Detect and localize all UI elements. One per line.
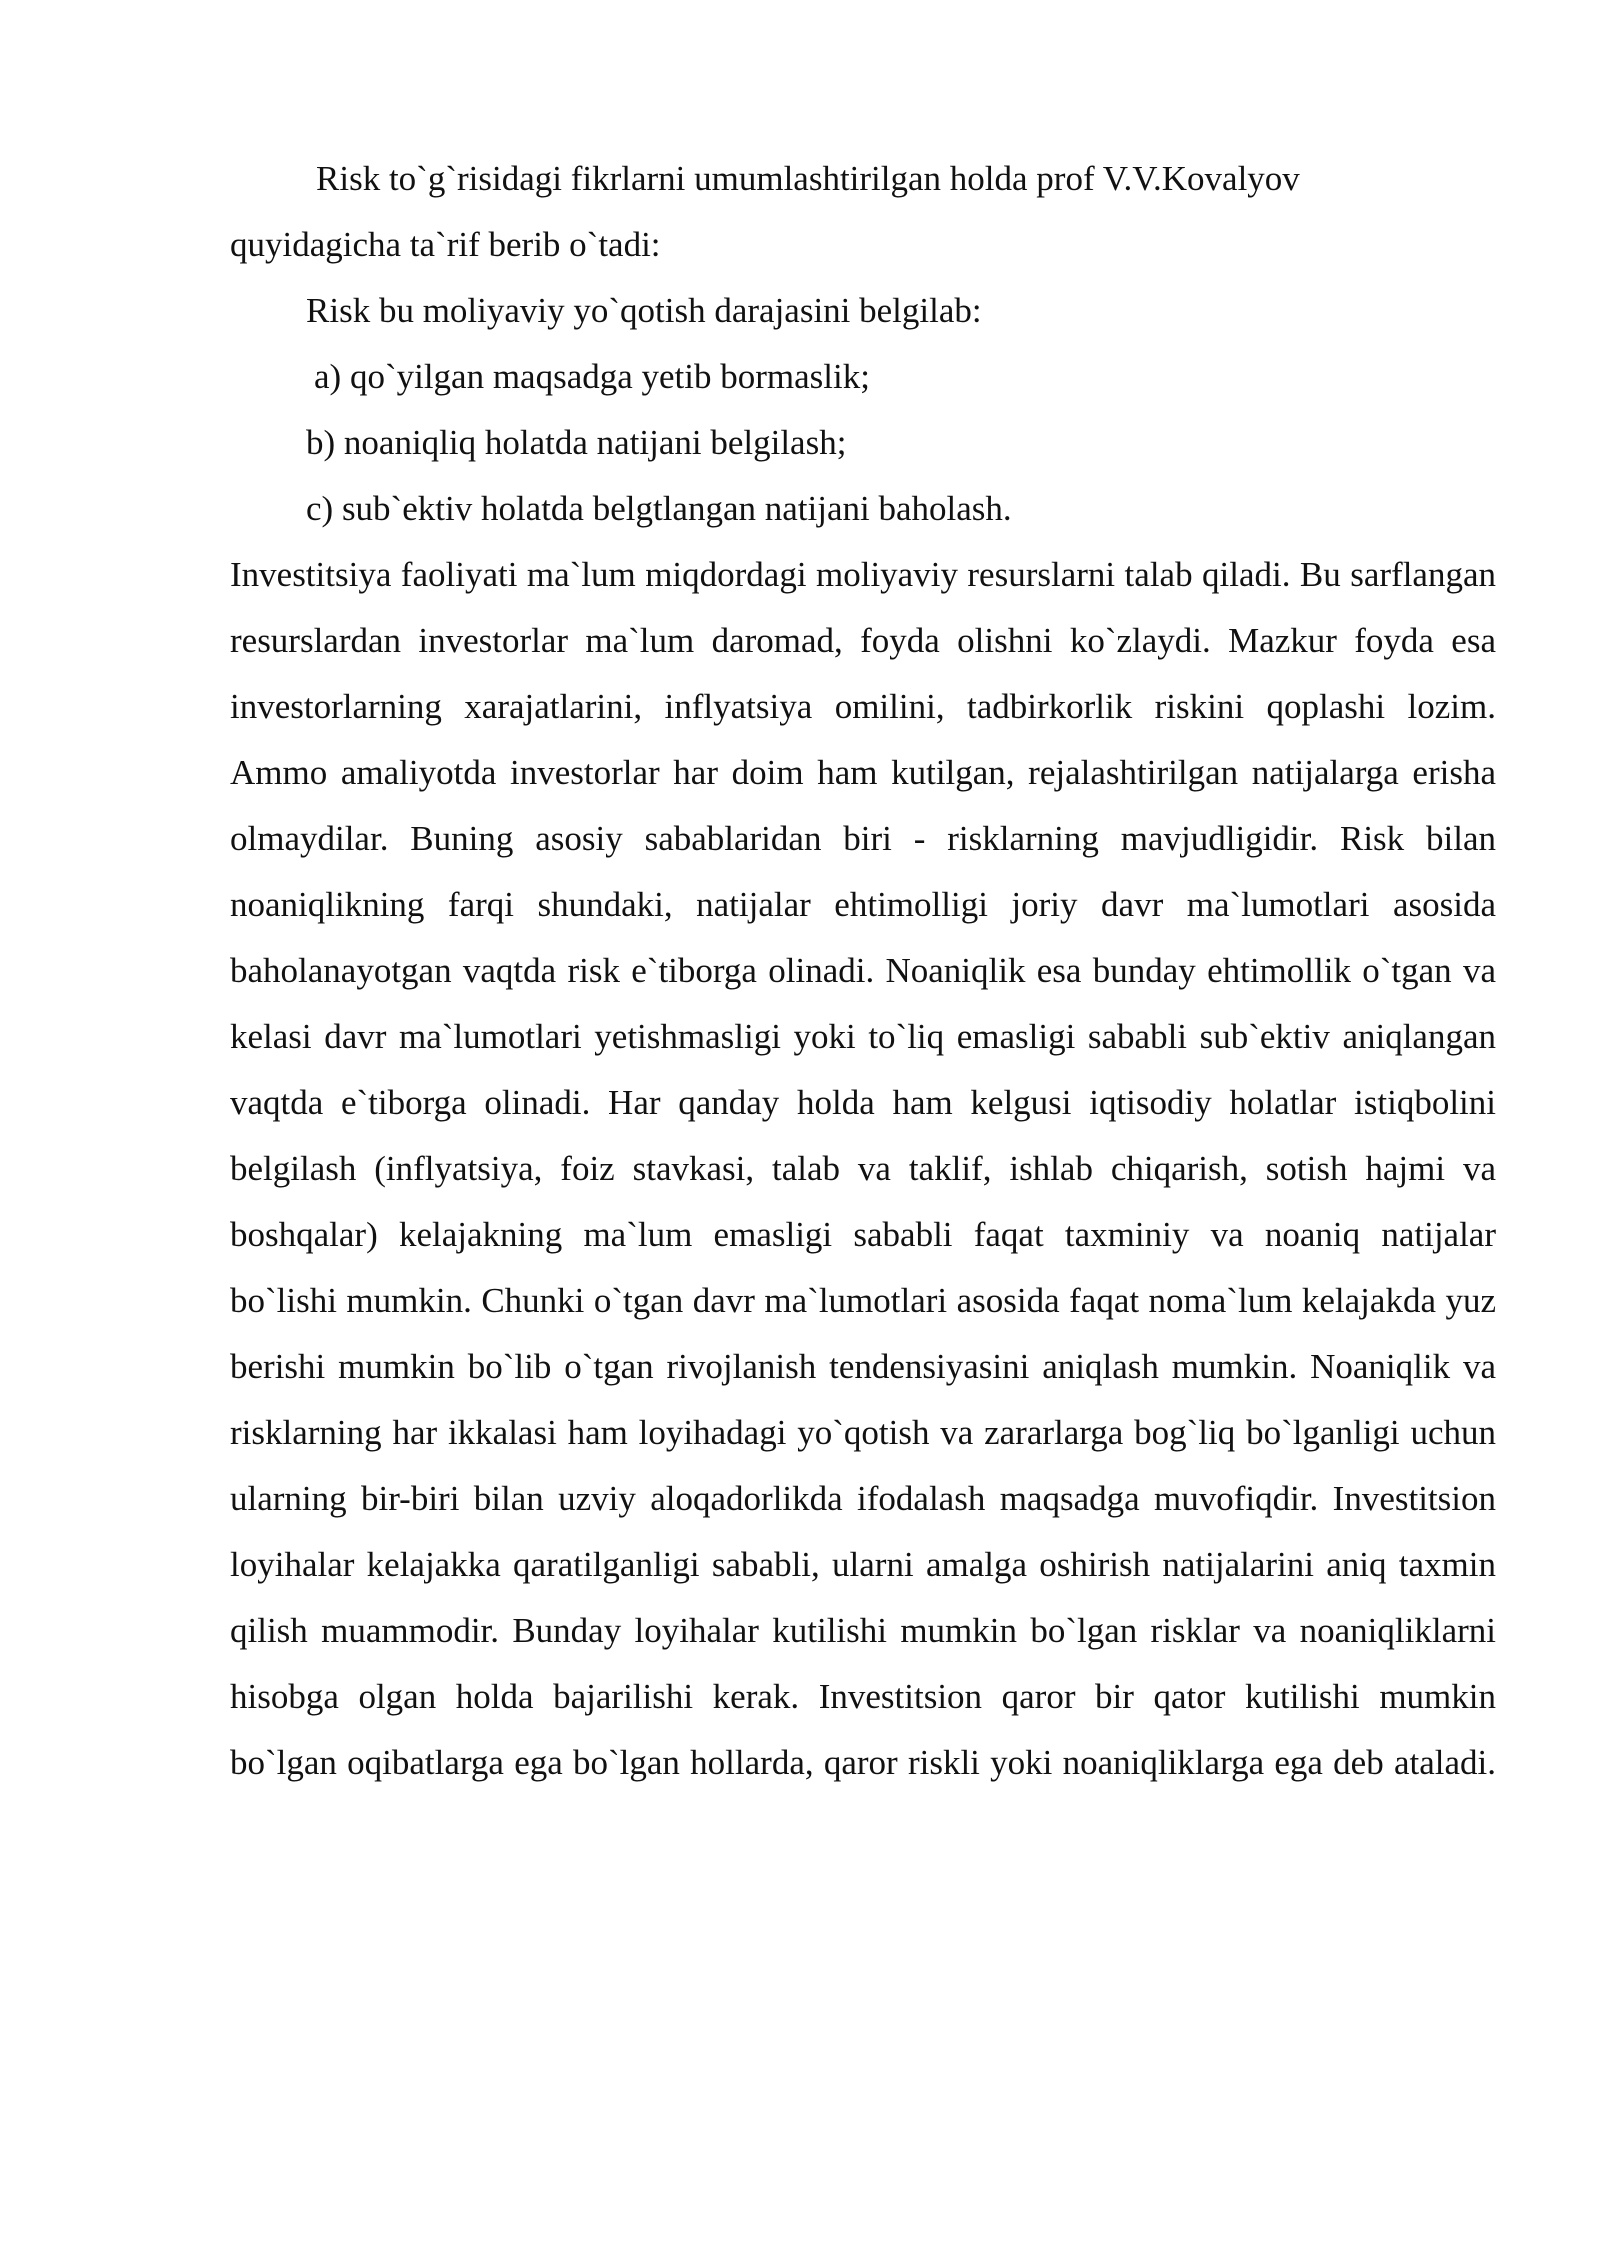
body-paragraph: Investitsiya faoliyati ma`lum miqdordagi moliyaviy resurslarni talab qiladi. Bu sarflangan resurslardan investorlar ma`lum daromad, foyda olishni ko`zlaydi. Mazkur foyda esa investorlarning xarajatlarini, inflyatsiya omilini, tadbirkorlik riskini qoplashi lozim. Ammo amaliyotda investorlar har doim ham kutilgan, rejalashtirilgan natijalarga erisha olmaydilar. Buning asosiy sabablaridan biri - risklarning mavjudligidir. Risk bilan noaniqlikning farqi shundaki, natijalar ehtimolligi joriy davr ma`lumotlari asosida baholanayotgan vaqtda risk e`tiborga olinadi. Noaniqlik esa bunday ehtimollik o`tgan va kelasi davr ma`lumotlari yetishmasligi yoki to`liq emasligi sababli sub`ektiv aniqlangan vaqtda e`tiborga olinadi. Har qanday holda ham kelgusi iqtisodiy holatlar istiqbolini belgilash (inflyatsiya, foiz stavkasi, talab va taklif, ishlab chiqarish, sotish hajmi va boshqalar) kelajakning ma`lum emasligi sababli faqat taxminiy va noaniq natijalar bo`lishi mumkin. Chunki o`tgan davr ma`lumotlari asosida faqat noma`lum kelajakda yuz berishi mumkin bo`lib o`tgan rivojlanish tendensiyasini aniqlash mumkin. Noaniqlik va risklarning har ikkalasi ham loyihadagi yo`qotish va zararlarga bog`liq bo`lganligi uchun ularning bir-biri bilan uzviy aloqadorlikda ifodalash maqsadga muvofiqdir. Investitsion loyihalar kelajakka qaratilganligi sababli, ularni amalga oshirish natijalarini aniq taxmin qilish muammodir. Bunday loyihalar kutilishi mumkin bo`lgan risklar va noaniqliklarni hisobga olgan holda bajarilishi kerak. Investitsion qaror bir qator kutilishi mumkin bo`lgan oqibatlarga ega bo`lgan hollarda, qaror riskli yoki noaniqliklarga ega deb ataladi. xyxy=(230,555,1496,1782)
list-item-b: b) noaniqliq holatda natijani belgilash; xyxy=(306,423,847,462)
definition-lead: Risk bu moliyaviy yo`qotish darajasini belgilab: xyxy=(306,291,982,330)
intro-paragraph xyxy=(230,146,1496,278)
list-item-c: c) sub`ektiv holatda belgtlangan natijani baholash. xyxy=(306,489,1012,528)
list-item-a: a) qo`yilgan maqsadga yetib bormaslik; xyxy=(314,357,870,396)
intro-line-2: quyidagicha ta`rif berib o`tadi: xyxy=(230,225,661,264)
document-body xyxy=(230,146,1496,1796)
intro-line-1: Risk to`g`risidagi fikrlarni umumlashtirilgan holda prof V.V.Kovalyov xyxy=(316,159,1300,198)
